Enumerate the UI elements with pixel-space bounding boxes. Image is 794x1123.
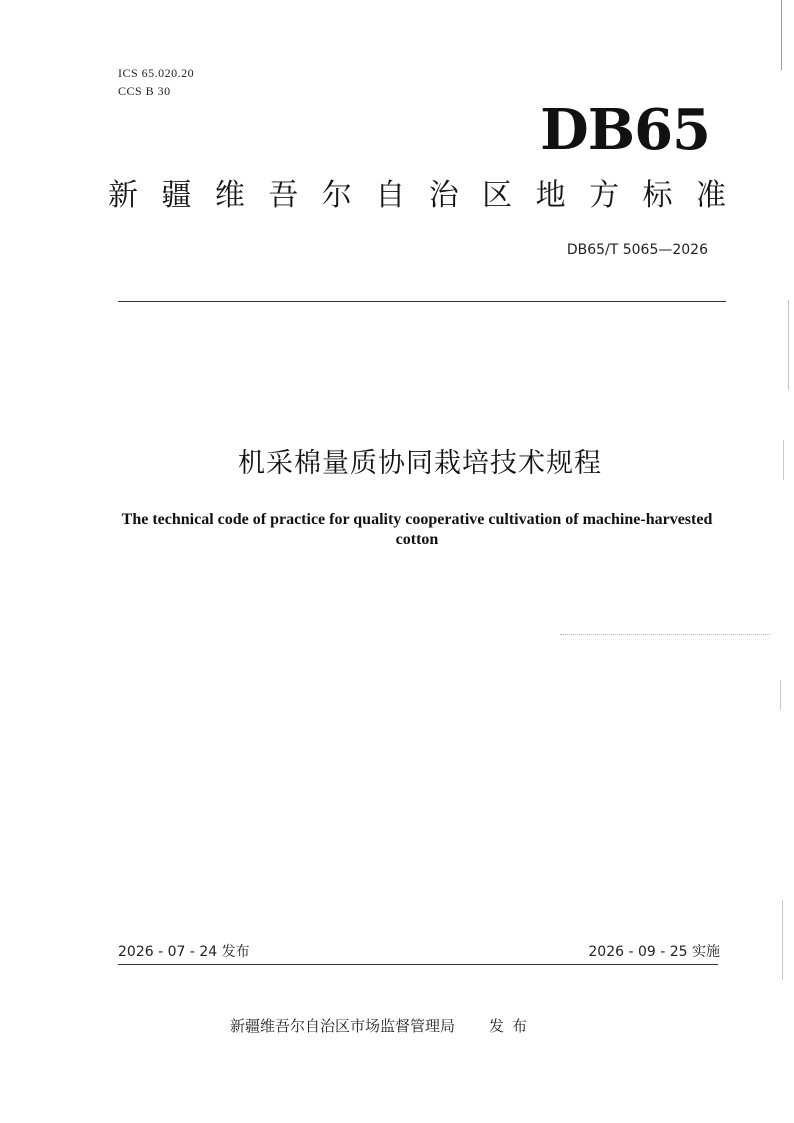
standard-type-char: 方: [589, 178, 620, 213]
standard-type-char: 新: [108, 178, 138, 213]
ics-code: ICS 65.020.20: [118, 66, 195, 80]
standard-type-char: 尔: [321, 178, 352, 213]
ccs-code: CCS B 30: [118, 84, 171, 98]
standard-type-heading: [108, 176, 726, 216]
standard-type-char: 治: [428, 178, 459, 213]
header-divider: [118, 301, 726, 302]
issue-date: 2026 - 07 - 24 发布: [118, 944, 250, 960]
scan-edge-mark: [783, 440, 784, 480]
scan-edge-mark: [782, 900, 783, 980]
scan-artifact-dots: [560, 634, 770, 635]
english-title: The technical code of practice for quality cooperative cultivation of machine-harvested cotton: [121, 511, 713, 548]
standard-type-char: 标: [642, 178, 673, 213]
standard-type-char: 疆: [161, 178, 192, 213]
scan-edge-mark: [780, 680, 781, 710]
implementation-date: 2026 - 09 - 25 实施: [588, 944, 720, 960]
chinese-title: 机采棉量质协同栽培技术规程: [238, 448, 602, 479]
standard-type-char: 自: [375, 178, 406, 213]
standard-type-char: 地: [535, 178, 566, 213]
standard-number: DB65/T 5065—2026: [566, 242, 708, 258]
scan-edge-mark: [788, 300, 789, 390]
standard-type-char: 吾: [268, 178, 299, 213]
db-logo: DB65: [540, 97, 710, 163]
footer-divider: [118, 964, 718, 965]
issuer-line: [230, 1016, 535, 1036]
issuer-name: 新疆维吾尔自治区市场监督管理局: [230, 1017, 456, 1035]
scan-edge-mark: [781, 0, 782, 70]
standard-type-char: 区: [482, 178, 513, 213]
standard-type-char: 维: [214, 178, 245, 213]
issuer-action: 发布: [489, 1017, 536, 1035]
standard-type-char: 准: [695, 178, 726, 213]
